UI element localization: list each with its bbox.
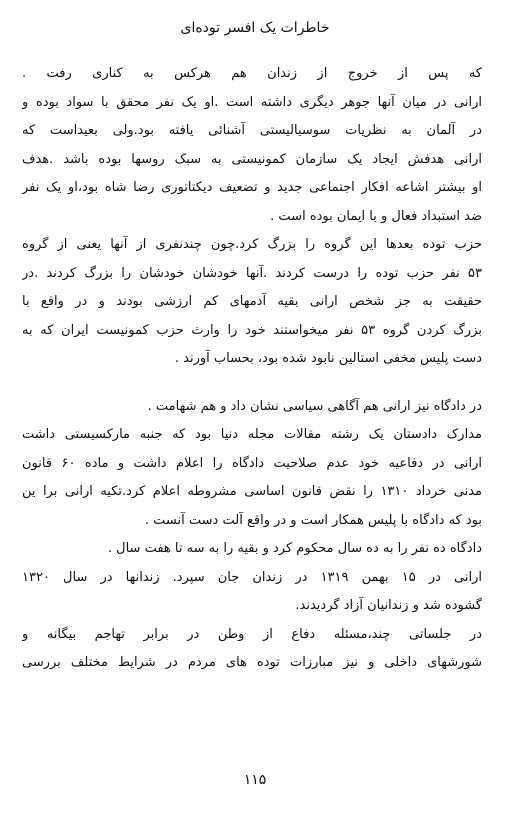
text-line: ارانی در دفاعیه خود عدم صلاحیت دادگاه را اعلام داشت و ماده ۶۰ قانون [22,455,482,471]
paragraph-gap [22,374,482,393]
text-line: در جلساتی چند،مسئله دفاع از وطن در برابر تهاجم بیگانه و [22,626,482,642]
text-line: ارانی در ۱۵ بهمن ۱۳۱۹ در زندان جان سپرد. زندانها در سال ۱۳۲۰ [22,569,482,585]
text-line: گشوده شد و زندانیان آزاد گردیدند. [295,598,482,613]
text-line: حقیقت به جز شخص ارانی بقیه آدمهای کم ارزشی بودند و در واقع با [22,294,482,309]
paragraph [22,231,482,374]
text-line: حزب توده بعدها این گروه را بزرگ کرد.چون چندنفری از آنها یعنی از گروه [22,237,482,252]
page-body [22,60,482,678]
text-line: بزرگ کردن گروه ۵۳ نفر میخواستند خود را وارث حزب کمونیست ایران که به [22,322,482,338]
text-line: که پس از خروج از زندان هم هرکس به کناری رفت . [22,66,482,81]
paragraph [22,621,482,678]
text-line: مدنی خرداد ۱۳۱۰ را نقض قانون اساسی مشروطه اعلام کرد.تکیه ارانی برا ین [22,484,482,499]
text-line: ۵۳ نفر حزب توده را درست کردند .آنها خودشان خودشان را بزرگ کردند .در [22,265,482,281]
text-line: مدارک دادستان یک رشته مقالات مجله دنیا بود که جنبه مارکسیستی داشت [22,427,482,442]
text-line: در دادگاه نیز ارانی هم آگاهی سیاسی نشان داد و هم شهامت . [147,398,482,414]
running-header: خاطرات یک افسر توده‌ای [180,20,330,36]
text-line: در آلمان به نظریات سوسیالیستی آشنائی یافته بود.ولی بعیداست که [22,123,482,138]
text-line: بود که دادگاه با پلیس همکار است و در واقع آلت دست آنست . [144,512,482,528]
paragraph [22,393,482,564]
text-line: او بیشتر اشاعه افکار اجتماعی جدید و تضعیف دیکتاتوری رضا شاه بود،او یک نفر [22,180,482,195]
paragraph [22,564,482,621]
text-line: ارانی در میان آنها جوهر دیگری داشته است .او یک نفر محقق با سواد بوده و [22,94,482,110]
text-line: دست پلیس مخفی استالین نابود شده بود، بحساب آورند . [174,351,482,366]
text-line: ارانی هدفش ایجاد یک سازمان کمونیستی به سبک روسها بوده باشد .هدف [22,151,482,167]
text-line: شورشهای داخلی و نیز مبارزات توده های مردم در شرایط مختلف بررسی [22,655,482,670]
text-line: دادگاه ده نفر را به ده سال محکوم کرد و بقیه را به سه تا هفت سال . [107,541,482,556]
paragraph [22,60,482,231]
text-line: ضد استبداد فعال و با ایمان بوده است . [270,208,482,224]
page-number: ۱۱۵ [243,772,267,788]
